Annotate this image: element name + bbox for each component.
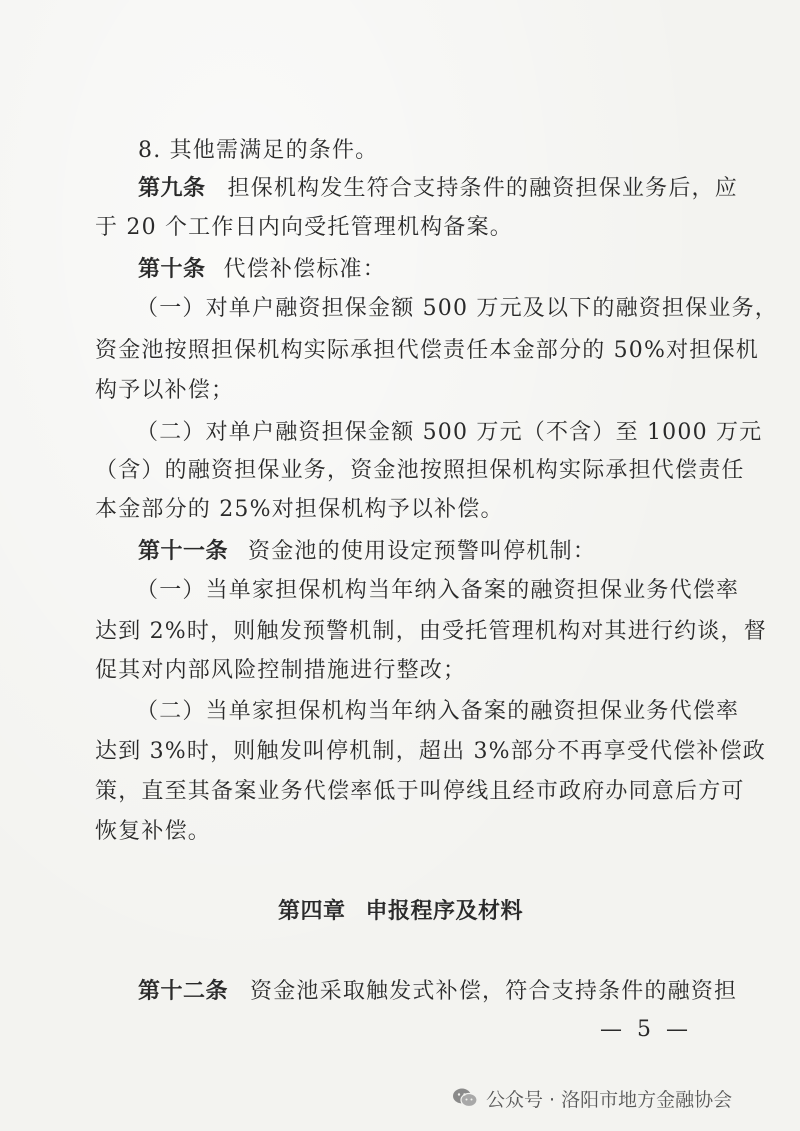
text-line: （含）的融资担保业务，资金池按照担保机构实际承担代偿责任 <box>95 458 745 483</box>
article-label: 第十二条 <box>138 979 229 1004</box>
chapter-number: 第四章 <box>278 899 346 924</box>
article-label: 第十一条 <box>138 539 229 564</box>
article-12-line: 第十二条 资金池采取触发式补偿，符合支持条件的融资担 <box>138 979 738 1004</box>
watermark-text: 公众号 · 洛阳市地方金融协会 <box>486 1088 733 1111</box>
watermark <box>452 1081 732 1115</box>
text-line: 促其对内部风险控制措施进行整改； <box>95 658 467 683</box>
article-10-line: 第十条 代偿补偿标准： <box>138 257 386 282</box>
text-line: 于 20 个工作日内向受托管理机构备案。 <box>95 215 513 240</box>
wechat-icon <box>452 1087 478 1109</box>
article-9-line: 第九条 担保机构发生符合支持条件的融资担保业务后，应 <box>138 176 738 201</box>
article-label: 第十条 <box>138 257 206 282</box>
text-line: 恢复补偿。 <box>95 819 212 844</box>
text-line: 8. 其他需满足的条件。 <box>138 138 379 163</box>
text-line: 达到 2%时，则触发预警机制，由受托管理机构对其进行约谈，督 <box>95 619 767 644</box>
text-line: 达到 3%时，则触发叫停机制，超出 3%部分不再享受代偿补偿政 <box>95 739 766 764</box>
page-number: — 5 — <box>600 1017 692 1042</box>
text-line: 本金部分的 25%对担保机构予以补偿。 <box>95 497 504 522</box>
article-11-line: 第十一条 资金池的使用设定预警叫停机制： <box>138 539 597 564</box>
text-line: （二）对单户融资担保金额 500 万元（不含）至 1000 万元 <box>136 420 763 445</box>
article-label: 第九条 <box>138 176 206 201</box>
chapter-heading <box>278 897 523 927</box>
text-line: （一）对单户融资担保金额 500 万元及以下的融资担保业务， <box>136 296 778 321</box>
text-line: 资金池按照担保机构实际承担代偿责任本金部分的 50%对担保机 <box>95 338 759 363</box>
text-line: 构予以补偿； <box>95 378 235 403</box>
text-line: 策，直至其备案业务代偿率低于叫停线且经市政府办同意后方可 <box>95 779 745 804</box>
text-line: （一）当单家担保机构当年纳入备案的融资担保业务代偿率 <box>136 578 740 603</box>
chapter-title: 申报程序及材料 <box>365 899 524 924</box>
text-line: （二）当单家担保机构当年纳入备案的融资担保业务代偿率 <box>136 699 740 724</box>
